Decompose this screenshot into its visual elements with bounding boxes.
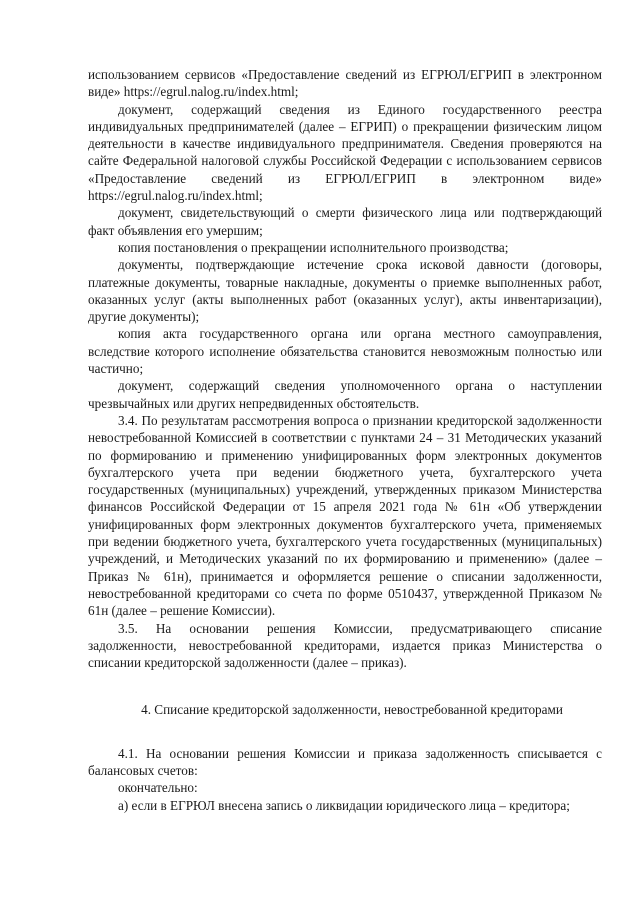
paragraph-12: а) если в ЕГРЮЛ внесена запись о ликвидации юридического лица – кредитора; [118,797,570,813]
paragraph-7: документ, содержащий сведения уполномоченного органа о наступлении чрезвычайных или других непредвиденных обстоятельств. [88,378,602,411]
paragraph-10: 4.1. На основании решения Комиссии и приказа задолженность списывается с балансовых счетов: [88,745,602,778]
paragraphs-after [88,745,602,814]
paragraph-1: использованием сервисов «Предоставление сведений из ЕГРЮЛ/ЕГРИП в электронном виде» https://egrul.nalog.ru/index.html; [88,67,602,100]
paragraph-3: документ, свидетельствующий о смерти физического лица или подтверждающий факт объявления его умершим; [88,205,602,238]
paragraphs-before [88,66,602,671]
paragraph-4: копия постановления о прекращении исполнительного производства; [118,239,509,255]
paragraph-6: копия акта государственного органа или органа местного самоуправления, вследствие которого исполнение обязательства становится невозможным полностью или частично; [88,326,602,377]
paragraph-2: документ, содержащий сведения из Единого государственного реестра индивидуальных предпринимателей (далее – ЕГРИП) о прекращении физическим лицом деятельности в качестве индивидуального предпринимателя. Сведения проверяются на сайте Федеральной налоговой службы Российской Федерации с использованием сервисов «Предоставление сведений из ЕГРЮЛ/ЕГРИП в электронном виде» https://egrul.nalog.ru/index.html; [88,101,602,204]
paragraph-9: 3.5. На основании решения Комиссии, предусматривающего списание задолженности, невостребованной кредиторами, издается приказ Министерства о списании кредиторской задолженности (далее – приказ). [88,620,602,671]
paragraph-8: 3.4. По результатам рассмотрения вопроса о признании кредиторской задолженности невостребованной Комиссией в соответствии с пунктами 24 – 31 Методических указаний по формированию и применению унифицированных форм электронных документов бухгалтерского учета при ведении бюджетного учета, бухгалтерского учета государственных (муниципальных) учреждений, утвержденных приказом Министерства финансов Российской Федерации от 15 апреля 2021 года № 61н «Об утверждении унифицированных форм электронных документов бухгалтерского учета, применяемых при ведении бюджетного учета, бухгалтерского учета государственных (муниципальных) учреждений, и Методических указаний по их формированию и применению» (далее – Приказ № 61н), принимается и оформляется решение о списании задолженности, невостребованной кредиторами со счета по форме 0510437, утвержденной Приказом № 61н (далее – решение Комиссии). [88,412,602,619]
section-heading: 4. Списание кредиторской задолженности, невостребованной кредиторами [141,702,563,718]
paragraph-5: документы, подтверждающие истечение срока исковой давности (договоры, платежные документы, товарные накладные, документы о приемке выполненных работ, оказанных услуг (акты выполненных работ (оказанных услуг), акты инвентаризации), другие документы); [88,257,602,325]
paragraph-11: окончательно: [118,780,198,796]
